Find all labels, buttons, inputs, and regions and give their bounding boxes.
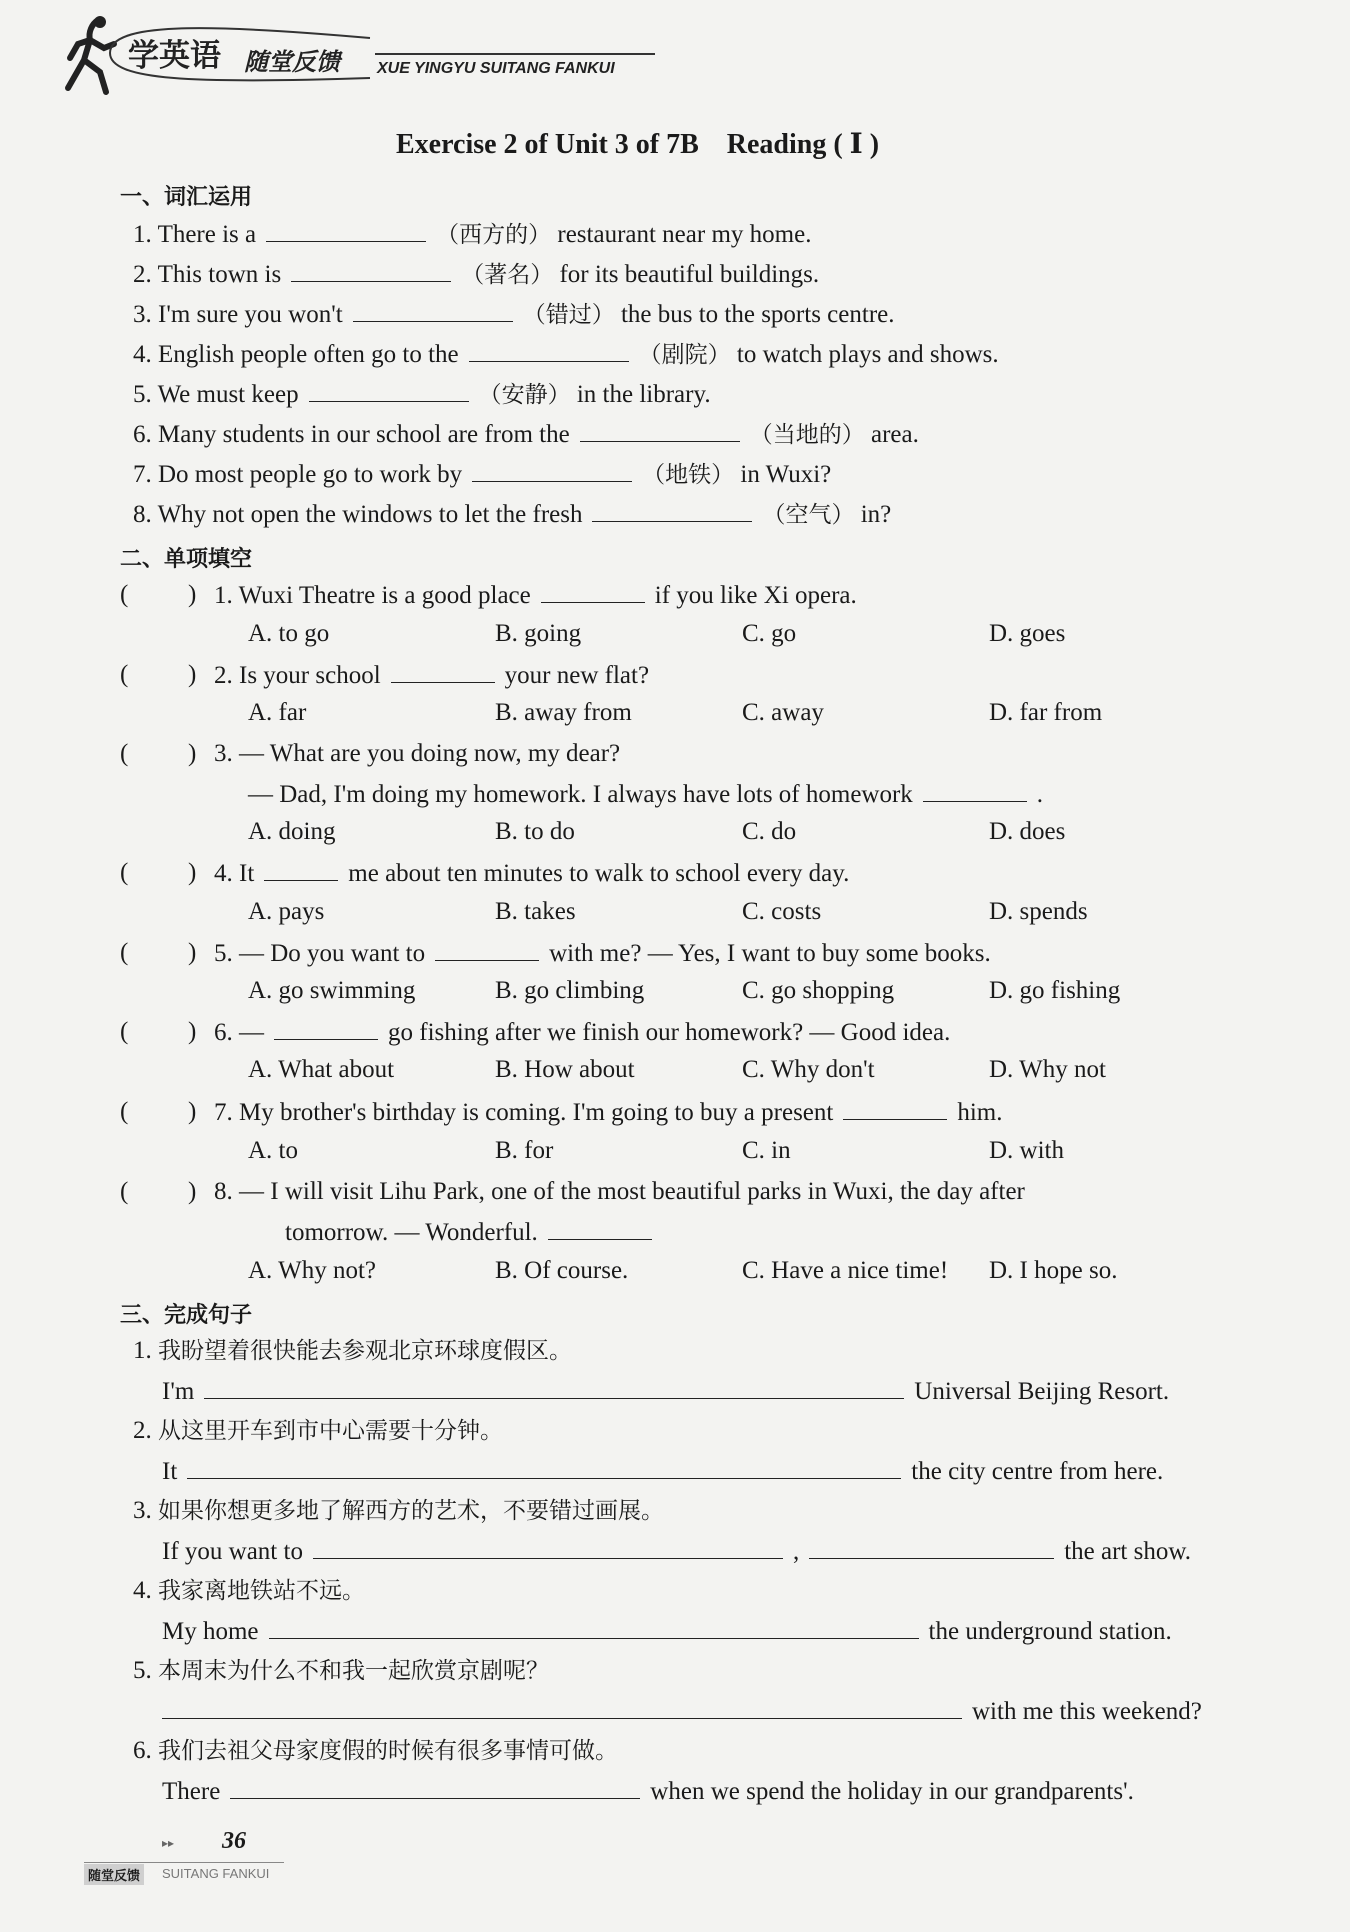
item-prompt: 从这里开车到市中心需要十分钟。 xyxy=(158,1418,503,1444)
answer-blank[interactable] xyxy=(162,1696,962,1719)
s3-item-4-en xyxy=(162,1616,1172,1647)
item-hint: （西方的） xyxy=(436,222,552,248)
item-number: 5. xyxy=(133,381,152,408)
answer-blank[interactable] xyxy=(309,379,469,402)
item-number: 1. xyxy=(133,221,152,248)
s1-item-3 xyxy=(133,299,895,330)
item-text: — What are you doing now, my dear? xyxy=(239,740,621,767)
s3-item-4-cn xyxy=(133,1576,365,1606)
option-d[interactable]: D. I hope so. xyxy=(989,1257,1118,1284)
s3-item-6-cn xyxy=(133,1736,618,1766)
item-number: 3. xyxy=(133,1497,152,1524)
s1-item-4 xyxy=(133,339,999,370)
answer-paren-close: ) xyxy=(188,1018,197,1045)
item-text: if you like Xi opera. xyxy=(654,582,857,609)
item-text: him. xyxy=(957,1099,1003,1126)
answer-paren-open: ( xyxy=(120,1098,129,1125)
item-number: 2. xyxy=(214,662,233,689)
option-b[interactable]: B. for xyxy=(495,1137,554,1164)
option-b[interactable]: B. go climbing xyxy=(495,977,645,1004)
answer-blank[interactable] xyxy=(353,299,513,322)
answer-blank[interactable] xyxy=(592,499,752,522)
item-text: English people often go to the xyxy=(158,341,459,368)
s1-item-2 xyxy=(133,259,819,290)
item-number: 3. xyxy=(133,301,152,328)
item-hint: （剧院） xyxy=(638,342,731,368)
s2-q5 xyxy=(214,938,991,969)
s2-q8-line2 xyxy=(285,1217,662,1248)
s2-q3-line2 xyxy=(248,779,1043,810)
s1-item-5 xyxy=(133,379,711,410)
s3-item-2-cn xyxy=(133,1416,503,1446)
item-hint: （错过） xyxy=(522,302,615,328)
s1-item-1 xyxy=(133,219,811,250)
option-c[interactable]: C. Have a nice time! xyxy=(742,1257,949,1284)
item-text: — Do you want to xyxy=(239,940,426,967)
option-c[interactable]: C. away xyxy=(742,699,824,726)
item-text: I'm sure you won't xyxy=(158,301,343,328)
item-prompt: 我们去祖父母家度假的时候有很多事情可做。 xyxy=(158,1738,618,1764)
answer-blank[interactable] xyxy=(809,1536,1054,1559)
answer-blank[interactable] xyxy=(264,858,338,881)
option-a[interactable]: A. What about xyxy=(248,1056,395,1083)
item-text: My brother's birthday is coming. I'm going to buy a present xyxy=(239,1099,834,1126)
s2-q8 xyxy=(214,1177,1025,1207)
item-number: 2. xyxy=(133,261,152,288)
answer-blank[interactable] xyxy=(843,1097,947,1120)
option-b[interactable]: B. takes xyxy=(495,898,576,925)
item-text: My home xyxy=(162,1618,259,1645)
option-b[interactable]: B. away from xyxy=(495,699,632,726)
answer-paren-open: ( xyxy=(120,661,129,688)
option-c[interactable]: C. in xyxy=(742,1137,791,1164)
item-text: Universal Beijing Resort. xyxy=(914,1378,1170,1405)
answer-paren-open: ( xyxy=(120,740,129,767)
option-a[interactable]: A. far xyxy=(248,699,307,726)
footer-rule xyxy=(84,1862,284,1863)
answer-blank[interactable] xyxy=(580,419,740,442)
footer-tag: 随堂反馈 xyxy=(84,1864,144,1885)
answer-blank[interactable] xyxy=(187,1456,901,1479)
item-text: your new flat? xyxy=(504,662,650,689)
answer-paren-close: ) xyxy=(188,661,197,688)
option-d[interactable]: D. goes xyxy=(989,620,1066,647)
item-text: in? xyxy=(860,501,892,528)
option-b[interactable]: B. to do xyxy=(495,818,575,845)
item-text: the bus to the sports centre. xyxy=(620,301,895,328)
item-number: 7. xyxy=(133,461,152,488)
brand-cn: 学英语 xyxy=(128,38,221,74)
s2-q1 xyxy=(214,580,857,611)
item-text: area. xyxy=(870,421,919,448)
s3-item-2-en xyxy=(162,1456,1163,1487)
item-text: with me this weekend? xyxy=(972,1698,1202,1725)
item-text: Wuxi Theatre is a good place xyxy=(238,582,531,609)
item-hint: （当地的） xyxy=(749,422,865,448)
item-number: 4. xyxy=(133,341,152,368)
item-number: 5. xyxy=(214,940,233,967)
item-text: I'm xyxy=(162,1378,195,1405)
item-hint: （空气） xyxy=(762,502,855,528)
item-number: 3. xyxy=(214,740,233,767)
item-text: We must keep xyxy=(157,381,299,408)
item-text: tomorrow. — Wonderful. xyxy=(285,1219,538,1246)
answer-blank[interactable] xyxy=(274,1017,378,1040)
answer-paren-open: ( xyxy=(120,1018,129,1045)
item-text: Why not open the windows to let the fresh xyxy=(157,501,583,528)
item-text: me about ten minutes to walk to school every day. xyxy=(348,860,850,887)
option-a[interactable]: A. to xyxy=(248,1137,298,1164)
item-number: 8. xyxy=(214,1178,233,1205)
option-d[interactable]: D. go fishing xyxy=(989,977,1121,1004)
option-a[interactable]: A. to go xyxy=(248,620,330,647)
section1-heading: 一、词汇运用 xyxy=(120,185,253,210)
item-text: go fishing after we finish our homework? — Good idea. xyxy=(388,1019,951,1046)
item-number: 8. xyxy=(133,501,152,528)
answer-paren-close: ) xyxy=(188,859,197,886)
item-number: 7. xyxy=(214,1099,233,1126)
answer-paren-close: ) xyxy=(188,581,197,608)
answer-blank[interactable] xyxy=(313,1536,783,1559)
option-d[interactable]: D. spends xyxy=(989,898,1088,925)
item-number: 6. xyxy=(214,1019,233,1046)
option-a[interactable]: A. go swimming xyxy=(248,977,416,1004)
s2-q3 xyxy=(214,739,620,769)
answer-paren-close: ) xyxy=(188,1178,197,1205)
page-number: 36 xyxy=(222,1828,246,1854)
brand-cn2: 随堂反馈 xyxy=(244,48,340,76)
item-number: 6. xyxy=(133,421,152,448)
item-text: — xyxy=(239,1019,264,1046)
s3-item-3-cn xyxy=(133,1496,664,1526)
s1-item-8 xyxy=(133,499,891,530)
item-prompt: 本周末为什么不和我一起欣赏京剧呢？ xyxy=(158,1658,549,1684)
answer-blank[interactable] xyxy=(435,938,539,961)
answer-blank[interactable] xyxy=(541,580,645,603)
item-number: 6. xyxy=(133,1737,152,1764)
s3-item-6-en xyxy=(162,1776,1134,1807)
option-c[interactable]: C. costs xyxy=(742,898,822,925)
item-text: in Wuxi? xyxy=(740,461,832,488)
answer-blank[interactable] xyxy=(204,1376,904,1399)
option-a[interactable]: A. Why not? xyxy=(248,1257,376,1284)
s2-q4 xyxy=(214,858,849,889)
option-b[interactable]: B. How about xyxy=(495,1056,635,1083)
option-a[interactable]: A. pays xyxy=(248,898,325,925)
option-c[interactable]: C. go shopping xyxy=(742,977,895,1004)
answer-blank[interactable] xyxy=(269,1616,919,1639)
section3-heading: 三、完成句子 xyxy=(120,1303,253,1328)
item-text: for its beautiful buildings. xyxy=(559,261,820,288)
option-a[interactable]: A. doing xyxy=(248,818,336,845)
s3-item-1-en xyxy=(162,1376,1169,1407)
s3-item-3-en xyxy=(162,1536,1191,1567)
item-text: There is a xyxy=(157,221,257,248)
item-number: 1. xyxy=(133,1337,152,1364)
item-text: — I will visit Lihu Park, one of the most beautiful parks in Wuxi, the day after xyxy=(239,1178,1025,1205)
answer-paren-open: ( xyxy=(120,581,129,608)
answer-blank[interactable] xyxy=(230,1776,640,1799)
answer-blank[interactable] xyxy=(266,219,426,242)
s1-item-6 xyxy=(133,419,919,450)
s2-q6 xyxy=(214,1017,950,1048)
answer-paren-open: ( xyxy=(120,939,129,966)
s3-item-1-cn xyxy=(133,1336,572,1366)
page-title: Exercise 2 of Unit 3 of 7B Reading ( Ⅰ ) xyxy=(396,129,880,160)
item-text: when we spend the holiday in our grandparents'. xyxy=(650,1778,1134,1805)
answer-paren-open: ( xyxy=(120,1178,129,1205)
item-hint: （地铁） xyxy=(642,462,735,488)
item-text: It xyxy=(239,860,255,887)
item-prompt: 我家离地铁站不远。 xyxy=(158,1578,365,1604)
item-text: with me? — Yes, I want to buy some books. xyxy=(549,940,991,967)
option-d[interactable]: D. Why not xyxy=(989,1056,1106,1083)
item-text: — Dad, I'm doing my homework. I always have lots of homework xyxy=(248,781,913,808)
answer-blank[interactable] xyxy=(472,459,632,482)
s2-q7 xyxy=(214,1097,1003,1128)
s3-item-5-cn xyxy=(133,1656,549,1686)
option-d[interactable]: D. does xyxy=(989,818,1066,845)
item-text: , xyxy=(792,1538,800,1565)
item-number: 1. xyxy=(214,582,233,609)
item-text: Is your school xyxy=(239,662,381,689)
option-d[interactable]: D. with xyxy=(989,1137,1064,1164)
item-number: 5. xyxy=(133,1657,152,1684)
option-c[interactable]: C. Why don't xyxy=(742,1056,875,1083)
item-prompt: 如果你想更多地了解西方的艺术，不要错过画展。 xyxy=(158,1498,664,1524)
item-number: 4. xyxy=(214,860,233,887)
option-c[interactable]: C. go xyxy=(742,620,797,647)
item-text: This town is xyxy=(157,261,282,288)
item-text: Many students in our school are from the xyxy=(158,421,570,448)
item-hint: （著名） xyxy=(461,262,554,288)
item-hint: （安静） xyxy=(478,382,571,408)
option-c[interactable]: C. do xyxy=(742,818,797,845)
option-b[interactable]: B. going xyxy=(495,620,582,647)
item-text: restaurant near my home. xyxy=(557,221,812,248)
item-number: 4. xyxy=(133,1577,152,1604)
s2-q2 xyxy=(214,660,649,691)
item-text: There xyxy=(162,1778,221,1805)
option-d[interactable]: D. far from xyxy=(989,699,1103,726)
answer-paren-close: ) xyxy=(188,1098,197,1125)
item-text: in the library. xyxy=(576,381,711,408)
answer-blank[interactable] xyxy=(291,259,451,282)
item-text: to watch plays and shows. xyxy=(736,341,999,368)
item-text: Do most people go to work by xyxy=(158,461,463,488)
item-text: the art show. xyxy=(1064,1538,1192,1565)
answer-blank[interactable] xyxy=(548,1217,652,1240)
item-text: . xyxy=(1036,781,1044,808)
arrow-icon: ▸▸ xyxy=(162,1836,175,1850)
answer-blank[interactable] xyxy=(391,660,495,683)
item-text: the city centre from here. xyxy=(911,1458,1164,1485)
s3-item-5-en xyxy=(152,1696,1202,1727)
item-text: If you want to xyxy=(162,1538,303,1565)
item-text: It xyxy=(162,1458,178,1485)
answer-paren-close: ) xyxy=(188,939,197,966)
answer-paren-close: ) xyxy=(188,740,197,767)
item-text: the underground station. xyxy=(928,1618,1172,1645)
brand-en: XUE YINGYU SUITANG FANKUI xyxy=(377,60,615,77)
answer-blank[interactable] xyxy=(923,779,1027,802)
option-b[interactable]: B. Of course. xyxy=(495,1257,629,1284)
answer-blank[interactable] xyxy=(469,339,629,362)
answer-paren-open: ( xyxy=(120,859,129,886)
footer-tag-en: SUITANG FANKUI xyxy=(162,1866,270,1881)
item-number: 2. xyxy=(133,1417,152,1444)
header-rule xyxy=(375,53,655,55)
item-prompt: 我盼望着很快能去参观北京环球度假区。 xyxy=(158,1338,572,1364)
s1-item-7 xyxy=(133,459,831,490)
section2-heading: 二、单项填空 xyxy=(120,547,253,572)
